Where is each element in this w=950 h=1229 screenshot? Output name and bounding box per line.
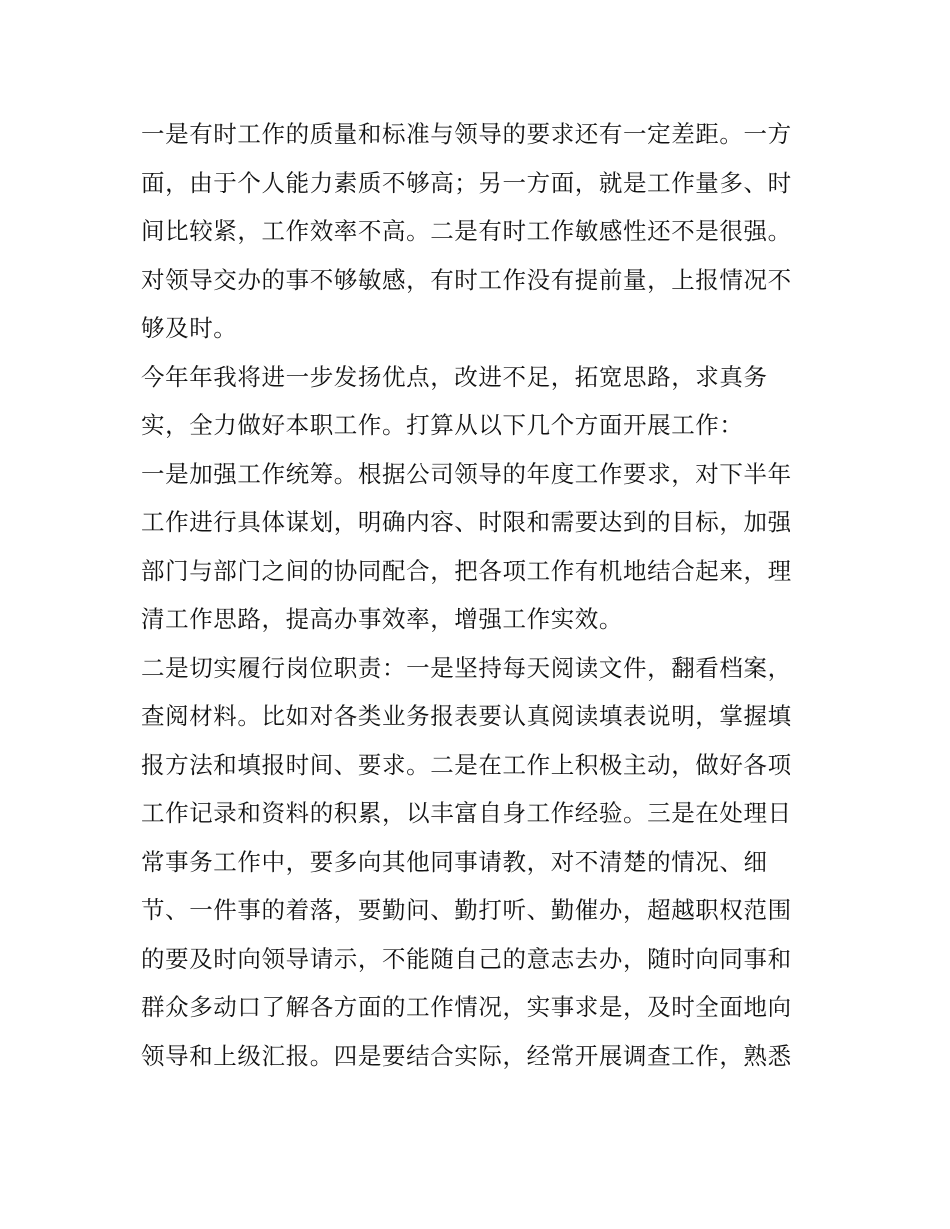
text-line: 领导和上级汇报。四是要结合实际，经常开展调查工作，熟悉 (141, 1041, 792, 1070)
text-line: 的要及时向领导请示，不能随自己的意志去办，随时向同事和 (141, 944, 792, 973)
text-line: 查阅材料。比如对各类业务报表要认真阅读填表说明，掌握填 (141, 702, 792, 730)
text-line: 实，全力做好本职工作。打算从以下几个方面开展工作： (141, 411, 744, 439)
text-line: 常事务工作中，要多向其他同事请教，对不清楚的情况、细 (141, 847, 768, 876)
text-line: 二是切实履行岗位职责：一是坚持每天阅读文件，翻看档案， (141, 653, 792, 682)
text-line: 工作记录和资料的积累，以丰富自身工作经验。三是在处理日 (141, 799, 792, 827)
text-line: 部门与部门之间的协同配合，把各项工作有机地结合起来，理 (141, 556, 792, 585)
text-line: 报方法和填报时间、要求。二是在工作上积极主动，做好各项 (141, 750, 792, 779)
text-line: 清工作思路，提高办事效率，增强工作实效。 (141, 605, 623, 633)
document-body (141, 110, 813, 1080)
text-line: 一是加强工作统筹。根据公司领导的年度工作要求，对下半年 (141, 459, 792, 488)
text-line: 间比较紧，工作效率不高。二是有时工作敏感性还不是很强。 (141, 217, 792, 245)
text-line: 面，由于个人能力素质不够高；另一方面，就是工作量多、时 (141, 168, 792, 197)
text-line: 今年年我将进一步发扬优点，改进不足，拓宽思路，求真务 (141, 362, 768, 391)
text-line: 节、一件事的着落，要勤问、勤打听、勤催办，超越职权范围 (141, 896, 792, 924)
text-line: 够及时。 (141, 314, 238, 342)
text-line: 对领导交办的事不够敏感，有时工作没有提前量，上报情况不 (141, 265, 792, 294)
text-line: 群众多动口了解各方面的工作情况，实事求是，及时全面地向 (141, 993, 792, 1021)
text-line: 工作进行具体谋划，明确内容、时限和需要达到的目标，加强 (141, 508, 792, 536)
text-line: 一是有时工作的质量和标准与领导的要求还有一定差距。一方 (141, 120, 792, 148)
